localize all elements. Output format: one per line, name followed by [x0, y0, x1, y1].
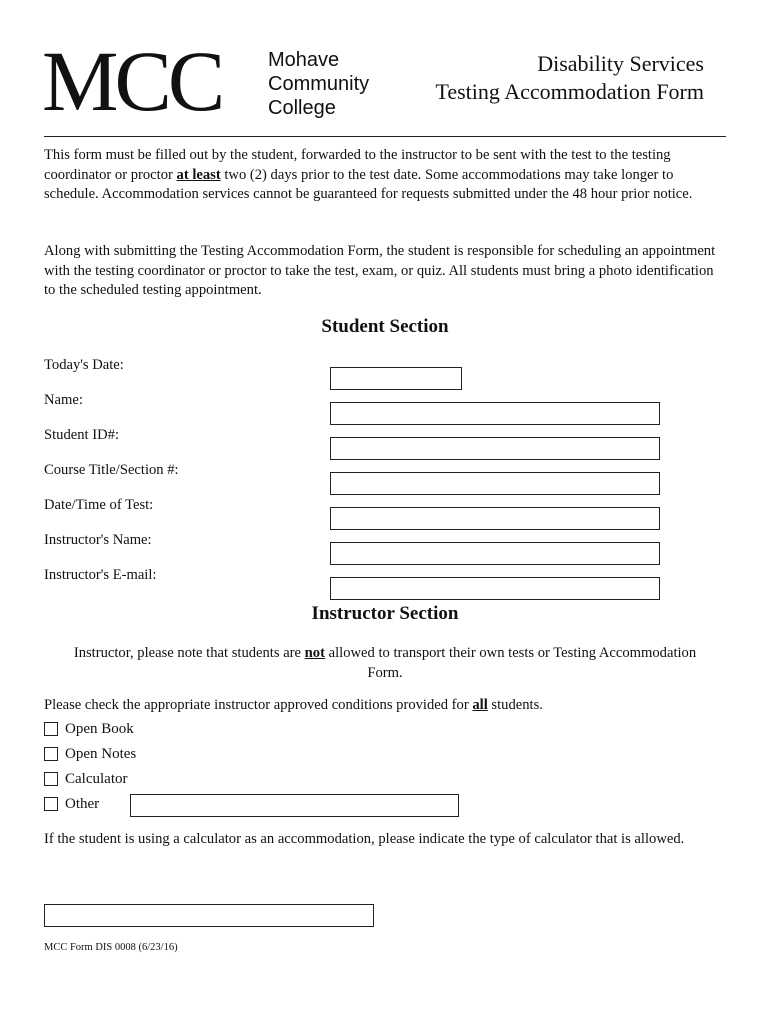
calculator-type-field[interactable] [44, 904, 374, 927]
form-title-line-2: Testing Accommodation Form [435, 79, 704, 104]
student-id-field[interactable] [330, 437, 660, 460]
other-label: Other [65, 795, 100, 812]
other-checkbox[interactable] [44, 797, 58, 811]
instructor-note [60, 644, 710, 683]
option-other[interactable] [44, 794, 99, 814]
calculator-checkbox[interactable] [44, 772, 58, 786]
option-open-notes[interactable] [44, 744, 136, 764]
test-datetime-label: Date/Time of Test: [44, 497, 154, 513]
option-open-book[interactable] [44, 719, 134, 739]
calculator-label: Calculator [65, 770, 128, 787]
instructor-name-field[interactable] [330, 542, 660, 565]
check-prompt-emphasis: all [472, 697, 488, 713]
college-logo-letters: MCC [42, 33, 222, 129]
instructor-note-emphasis: not [304, 645, 325, 661]
college-name-line-3: College [268, 97, 336, 119]
form-id-footer: MCC Form DIS 0008 (6/23/16) [44, 942, 178, 953]
instructor-email-label: Instructor's E-mail: [44, 567, 157, 583]
open-notes-label: Open Notes [65, 745, 137, 762]
name-field[interactable] [330, 402, 660, 425]
open-book-checkbox[interactable] [44, 722, 58, 736]
form-title [435, 50, 704, 106]
form-title-line-1: Disability Services [537, 51, 704, 76]
intro-p1-text: This form must be filled out by the student, forwarded to the instructor to be sent with the test to the testing coordinator or proctor [44, 147, 671, 183]
intro-p1-emphasis: at least [176, 166, 221, 183]
open-book-label: Open Book [65, 720, 134, 737]
check-prompt-text: Please check the appropriate instructor approved conditions provided for [44, 697, 473, 713]
header-divider [44, 136, 726, 137]
student-id-label: Student ID#: [44, 427, 119, 443]
college-name-line-2: Community [268, 73, 370, 95]
check-prompt [44, 696, 724, 716]
calculator-prompt: If the student is using a calculator as an accommodation, please indicate the type of calculator that is allowed. [44, 831, 685, 847]
instructor-note-text-end: allowed to transport their own tests or Testing Accommodation Form. [324, 645, 697, 681]
todays-date-field[interactable] [330, 367, 462, 390]
open-notes-checkbox[interactable] [44, 747, 58, 761]
check-prompt-text-end: students. [487, 697, 543, 713]
name-label: Name: [44, 392, 83, 408]
instructor-name-label: Instructor's Name: [44, 532, 152, 548]
course-title-field[interactable] [330, 472, 660, 495]
student-section-title: Student Section [321, 316, 449, 337]
todays-date-label: Today's Date: [44, 357, 124, 373]
instructor-note-text: Instructor, please note that students are [73, 645, 305, 661]
intro-paragraph-1 [44, 146, 724, 205]
course-title-label: Course Title/Section #: [44, 462, 179, 478]
option-calculator[interactable] [44, 769, 127, 789]
college-logo-name [268, 48, 369, 120]
instructor-email-field[interactable] [330, 577, 660, 600]
instructor-section-title: Instructor Section [311, 603, 459, 624]
intro-p1-text-end: two (2) days prior to the test date. Some accommodations may take longer to schedule. Accommodation services cannot be guaranteed for requests submitted under the 48 hour prior notice. [44, 166, 693, 202]
college-name-line-1: Mohave [268, 49, 340, 71]
other-field[interactable] [130, 794, 459, 817]
test-datetime-field[interactable] [330, 507, 660, 530]
intro-paragraph-2: Along with submitting the Testing Accommodation Form, the student is responsible for scheduling an appointment with the testing coordinator or proctor to take the test, exam, or quiz. All students must bring a photo identification to the scheduled testing appointment. [44, 243, 716, 298]
